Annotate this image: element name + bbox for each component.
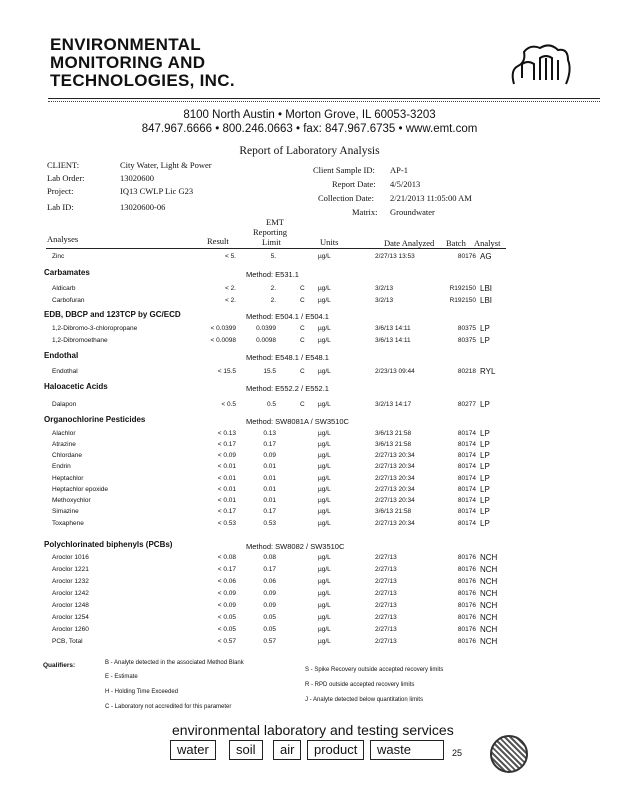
company-address: 8100 North Austin • Morton Grove, IL 60053-3203	[183, 109, 436, 121]
cell-units: µg/L	[318, 578, 331, 585]
cell-batch: 80174	[457, 497, 476, 504]
section-method: Method: SW8081A / SW3510C	[246, 417, 349, 426]
cell-result: < 0.0098	[210, 337, 236, 344]
cell-batch: 80176	[457, 626, 476, 633]
cell-analyst: NCH	[480, 601, 498, 610]
cell-batch: 80218	[457, 368, 476, 375]
analyte-name: Aroclor 1260	[52, 626, 89, 633]
cell-units: µg/L	[318, 497, 331, 504]
footer-tag-soil: soil	[229, 740, 263, 760]
company-contact: 847.967.6666 • 800.246.0663 • fax: 847.967.6735 • www.emt.com	[141, 123, 478, 135]
cell-rl: 0.01	[263, 475, 276, 482]
cell-q: C	[300, 285, 305, 292]
cell-date: 3/2/13	[375, 297, 394, 304]
qualifier-c: C - Laboratory not accredited for this parameter	[105, 704, 232, 710]
cell-units: µg/L	[318, 638, 331, 645]
cell-analyst: LP	[480, 462, 490, 471]
cell-batch: 80174	[457, 520, 476, 527]
cell-rl: 5.	[270, 253, 276, 260]
cell-result: < 5.	[224, 253, 236, 260]
section-title: Endothal	[44, 351, 79, 360]
cell-result: < 0.53	[217, 520, 236, 527]
lab-order-value: 13020600	[120, 173, 154, 183]
matrix-value: Groundwater	[390, 207, 435, 217]
lab-id-label: Lab ID:	[47, 202, 74, 212]
cell-analyst: LP	[480, 440, 490, 449]
lab-id-value: 13020600-06	[120, 202, 166, 212]
cell-date: 3/6/13 21:58	[375, 441, 412, 448]
analyte-name: 1,2-Dibromo-3-chloropropane	[52, 325, 138, 332]
cell-analyst: NCH	[480, 565, 498, 574]
cell-units: µg/L	[318, 614, 331, 621]
page-number: 25	[452, 748, 463, 758]
section-title: Haloacetic Acids	[44, 382, 108, 391]
cell-analyst: LP	[480, 519, 490, 528]
analyte-name: Aroclor 1248	[52, 602, 89, 609]
cell-rl: 0.53	[263, 520, 276, 527]
analyte-name: Chlordane	[52, 452, 82, 459]
col-header-rl-1: EMT	[266, 217, 284, 227]
cell-batch: 80375	[457, 337, 476, 344]
cell-q: C	[300, 325, 305, 332]
cell-batch: 80176	[457, 554, 476, 561]
client-label: CLIENT:	[47, 160, 80, 170]
footer-tag-air: air	[273, 740, 301, 760]
cell-batch: 80174	[457, 441, 476, 448]
col-header-units: Units	[320, 237, 339, 247]
cell-result: < 0.09	[217, 590, 236, 597]
cell-date: 2/27/13	[375, 626, 397, 633]
cell-batch: 80174	[457, 430, 476, 437]
cell-batch: 80174	[457, 508, 476, 515]
lab-order-label: Lab Order:	[47, 173, 85, 183]
cell-rl: 0.09	[263, 452, 276, 459]
qualifier-j: J - Analyte detected below quantitation limits	[305, 697, 424, 703]
cell-batch: 80176	[457, 638, 476, 645]
analyte-name: Heptachlor	[52, 475, 84, 482]
cell-date: 3/2/13	[375, 285, 394, 292]
analyte-name: Methoxychlor	[52, 497, 91, 504]
cell-batch: 80176	[457, 602, 476, 609]
cell-rl: 0.01	[263, 497, 276, 504]
cell-analyst: LP	[480, 451, 490, 460]
cell-date: 2/27/13	[375, 578, 397, 585]
section-title: Carbamates	[44, 268, 90, 277]
cell-analyst: NCH	[480, 637, 498, 646]
cell-analyst: LBI	[480, 284, 493, 293]
section-title: Organochlorine Pesticides	[44, 415, 146, 424]
cell-batch: 80176	[457, 590, 476, 597]
qualifier-s: S - Spike Recovery outside accepted recovery limits	[305, 667, 444, 673]
cell-units: µg/L	[318, 337, 331, 344]
cell-analyst: LP	[480, 496, 490, 505]
header-rule	[48, 98, 600, 99]
cell-rl: 0.01	[263, 486, 276, 493]
cell-analyst: LP	[480, 324, 490, 333]
cell-units: µg/L	[318, 508, 331, 515]
col-header-date: Date Analyzed	[384, 238, 435, 248]
section-method: Method: E531.1	[246, 270, 299, 279]
analyte-name: Heptachlor epoxide	[52, 486, 109, 493]
footer-tagline: environmental laboratory and testing services	[172, 722, 454, 738]
cell-analyst: LP	[480, 485, 490, 494]
cell-analyst: LP	[480, 507, 490, 516]
cell-units: µg/L	[318, 441, 331, 448]
cell-units: µg/L	[318, 463, 331, 470]
cell-units: µg/L	[318, 297, 331, 304]
analyte-name: Aldicarb	[52, 285, 76, 292]
cell-result: < 0.57	[217, 638, 236, 645]
cell-date: 2/27/13 20:34	[375, 520, 415, 527]
col-header-rl-2: Reporting	[253, 227, 287, 237]
cell-date: 2/27/13	[375, 554, 397, 561]
company-name	[50, 36, 235, 90]
cell-rl: 0.09	[263, 590, 276, 597]
cell-date: 2/27/13	[375, 590, 397, 597]
cell-q: C	[300, 368, 305, 375]
project-label: Project:	[47, 186, 74, 196]
qualifier-h: H - Holding Time Exceeded	[105, 689, 179, 695]
cell-q: C	[300, 337, 305, 344]
cell-date: 2/27/13 20:34	[375, 497, 415, 504]
cell-analyst: LP	[480, 474, 490, 483]
emt-logo-icon	[506, 40, 576, 90]
col-header-analyst: Analyst	[474, 238, 501, 248]
cell-rl: 0.5	[266, 401, 276, 408]
cell-result: < 0.17	[217, 441, 236, 448]
report-date-value: 4/5/2013	[390, 179, 421, 189]
header-rule-dotted	[48, 101, 600, 102]
cell-rl: 0.05	[263, 614, 276, 621]
analyte-name: PCB, Total	[52, 638, 83, 645]
cell-units: µg/L	[318, 430, 331, 437]
cell-date: 3/6/13 21:58	[375, 508, 412, 515]
cell-analyst: AG	[480, 252, 492, 261]
analyte-name: Simazine	[52, 508, 79, 515]
cell-result: < 0.05	[217, 626, 236, 633]
company-name-line-3: TECHNOLOGIES, INC.	[50, 71, 235, 90]
analyte-name: Dalapon	[52, 401, 77, 408]
cell-result: < 0.01	[217, 497, 236, 504]
cell-batch: 80176	[457, 614, 476, 621]
cell-units: µg/L	[318, 475, 331, 482]
cell-batch: R192150	[449, 297, 476, 304]
cell-rl: 0.17	[263, 441, 276, 448]
cell-analyst: LP	[480, 336, 490, 345]
analyte-name: Atrazine	[52, 441, 76, 448]
cell-rl: 0.09	[263, 602, 276, 609]
cell-analyst: RYL	[480, 367, 496, 376]
cell-result: < 0.09	[217, 452, 236, 459]
cell-rl: 0.13	[263, 430, 276, 437]
analyte-name: 1,2-Dibromoethane	[52, 337, 108, 344]
cell-units: µg/L	[318, 253, 331, 260]
analyte-name: Aroclor 1016	[52, 554, 89, 561]
cell-rl: 0.17	[263, 508, 276, 515]
cell-result: < 2.	[224, 285, 236, 292]
qualifier-r: R - RPD outside accepted recovery limits	[305, 682, 415, 688]
analyte-name: Endothal	[52, 368, 78, 375]
cell-batch: R192150	[449, 285, 476, 292]
cell-result: < 0.01	[217, 475, 236, 482]
col-header-rl-3: Limit	[262, 237, 281, 247]
col-header-analyses: Analyses	[47, 234, 79, 244]
qualifier-b: B - Analyte detected in the associated Method Blank	[105, 660, 244, 666]
cell-units: µg/L	[318, 520, 331, 527]
cell-date: 2/27/13	[375, 638, 397, 645]
cell-rl: 0.06	[263, 578, 276, 585]
cell-date: 3/6/13 14:11	[375, 325, 411, 332]
cell-date: 2/23/13 09:44	[375, 368, 415, 375]
cell-result: < 0.05	[217, 614, 236, 621]
cell-result: < 0.13	[217, 430, 236, 437]
cell-analyst: NCH	[480, 589, 498, 598]
cell-result: < 0.01	[217, 463, 236, 470]
col-header-batch: Batch	[446, 238, 466, 248]
footer-tag-water: water	[170, 740, 216, 760]
cell-batch: 80176	[457, 566, 476, 573]
accreditation-seal-icon	[490, 735, 528, 773]
cell-rl: 0.17	[263, 566, 276, 573]
cell-units: µg/L	[318, 486, 331, 493]
footer-tag-product: product	[307, 740, 364, 760]
cell-batch: 80176	[457, 578, 476, 585]
cell-date: 2/27/13	[375, 602, 397, 609]
cell-units: µg/L	[318, 554, 331, 561]
cell-analyst: LP	[480, 400, 490, 409]
cell-date: 2/27/13 20:34	[375, 452, 415, 459]
cell-result: < 2.	[224, 297, 236, 304]
cell-result: < 0.08	[217, 554, 236, 561]
cell-analyst: NCH	[480, 577, 498, 586]
analyte-name: Aroclor 1242	[52, 590, 89, 597]
qualifiers-label: Qualifiers:	[43, 662, 76, 669]
cell-result: < 0.0399	[210, 325, 236, 332]
cell-batch: 80174	[457, 486, 476, 493]
analyte-name: Aroclor 1232	[52, 578, 89, 585]
cell-units: µg/L	[318, 368, 331, 375]
cell-rl: 0.0399	[256, 325, 276, 332]
cell-analyst: LBI	[480, 296, 493, 305]
client-sample-id-value: AP-1	[390, 165, 408, 175]
company-name-line-1: ENVIRONMENTAL	[50, 35, 201, 54]
cell-analyst: LP	[480, 429, 490, 438]
cell-rl: 0.08	[263, 554, 276, 561]
cell-result: < 0.17	[217, 566, 236, 573]
cell-date: 2/27/13	[375, 614, 397, 621]
cell-batch: 80277	[457, 401, 476, 408]
report-date-label: Report Date:	[332, 179, 376, 189]
cell-rl: 15.5	[263, 368, 276, 375]
analyte-name: Endrin	[52, 463, 71, 470]
collection-date-label: Collection Date:	[318, 193, 374, 203]
cell-result: < 0.01	[217, 486, 236, 493]
cell-q: C	[300, 297, 305, 304]
cell-units: µg/L	[318, 602, 331, 609]
analyte-name: Zinc	[52, 253, 65, 260]
cell-units: µg/L	[318, 452, 331, 459]
cell-rl: 0.0098	[256, 337, 276, 344]
cell-units: µg/L	[318, 626, 331, 633]
cell-units: µg/L	[318, 590, 331, 597]
cell-analyst: NCH	[480, 553, 498, 562]
cell-result: < 0.17	[217, 508, 236, 515]
cell-batch: 80174	[457, 452, 476, 459]
client-value: City Water, Light & Power	[120, 160, 212, 170]
cell-date: 2/27/13 20:34	[375, 486, 415, 493]
section-method: Method: SW8082 / SW3510C	[246, 542, 345, 551]
cell-result: < 0.06	[217, 578, 236, 585]
cell-rl: 2.	[270, 297, 276, 304]
cell-analyst: NCH	[480, 625, 498, 634]
cell-date: 3/2/13 14:17	[375, 401, 412, 408]
cell-rl: 0.57	[263, 638, 276, 645]
company-name-line-2: MONITORING AND	[50, 53, 206, 72]
cell-batch: 80375	[457, 325, 476, 332]
section-method: Method: E504.1 / E504.1	[246, 312, 329, 321]
cell-units: µg/L	[318, 325, 331, 332]
qualifier-e: E - Estimate	[105, 674, 138, 680]
cell-rl: 0.01	[263, 463, 276, 470]
column-header-rule	[46, 248, 506, 249]
cell-units: µg/L	[318, 285, 331, 292]
cell-result: < 0.5	[221, 401, 236, 408]
section-title: EDB, DBCP and 123TCP by GC/ECD	[44, 310, 181, 319]
project-value: IQ13 CWLP Lic G23	[120, 186, 194, 196]
analyte-name: Aroclor 1254	[52, 614, 89, 621]
analyte-name: Aroclor 1221	[52, 566, 89, 573]
analyte-name: Alachlor	[52, 430, 76, 437]
analyte-name: Carbofuran	[52, 297, 85, 304]
collection-date-value: 2/21/2013 11:05:00 AM	[390, 193, 472, 203]
cell-q: C	[300, 401, 305, 408]
cell-rl: 2.	[270, 285, 276, 292]
cell-units: µg/L	[318, 401, 331, 408]
cell-analyst: NCH	[480, 613, 498, 622]
section-method: Method: E552.2 / E552.1	[246, 384, 329, 393]
cell-date: 2/27/13 20:34	[375, 463, 415, 470]
cell-batch: 80176	[457, 253, 476, 260]
footer-tag-waste: waste	[370, 740, 444, 760]
matrix-label: Matrix:	[352, 207, 378, 217]
analyte-name: Toxaphene	[52, 520, 84, 527]
cell-batch: 80174	[457, 475, 476, 482]
cell-batch: 80174	[457, 463, 476, 470]
cell-date: 3/6/13 21:58	[375, 430, 412, 437]
cell-date: 3/6/13 14:11	[375, 337, 411, 344]
company-logo	[506, 40, 576, 90]
cell-result: < 15.5	[217, 368, 236, 375]
section-title: Polychlorinated biphenyls (PCBs)	[44, 540, 173, 549]
col-header-result: Result	[207, 236, 229, 246]
cell-date: 2/27/13 13:53	[375, 253, 415, 260]
cell-date: 2/27/13	[375, 566, 397, 573]
cell-units: µg/L	[318, 566, 331, 573]
cell-result: < 0.09	[217, 602, 236, 609]
client-sample-id-label: Client Sample ID:	[313, 165, 375, 175]
cell-rl: 0.05	[263, 626, 276, 633]
cell-date: 2/27/13 20:34	[375, 475, 415, 482]
report-title: Report of Laboratory Analysis	[239, 145, 380, 157]
section-method: Method: E548.1 / E548.1	[246, 353, 329, 362]
